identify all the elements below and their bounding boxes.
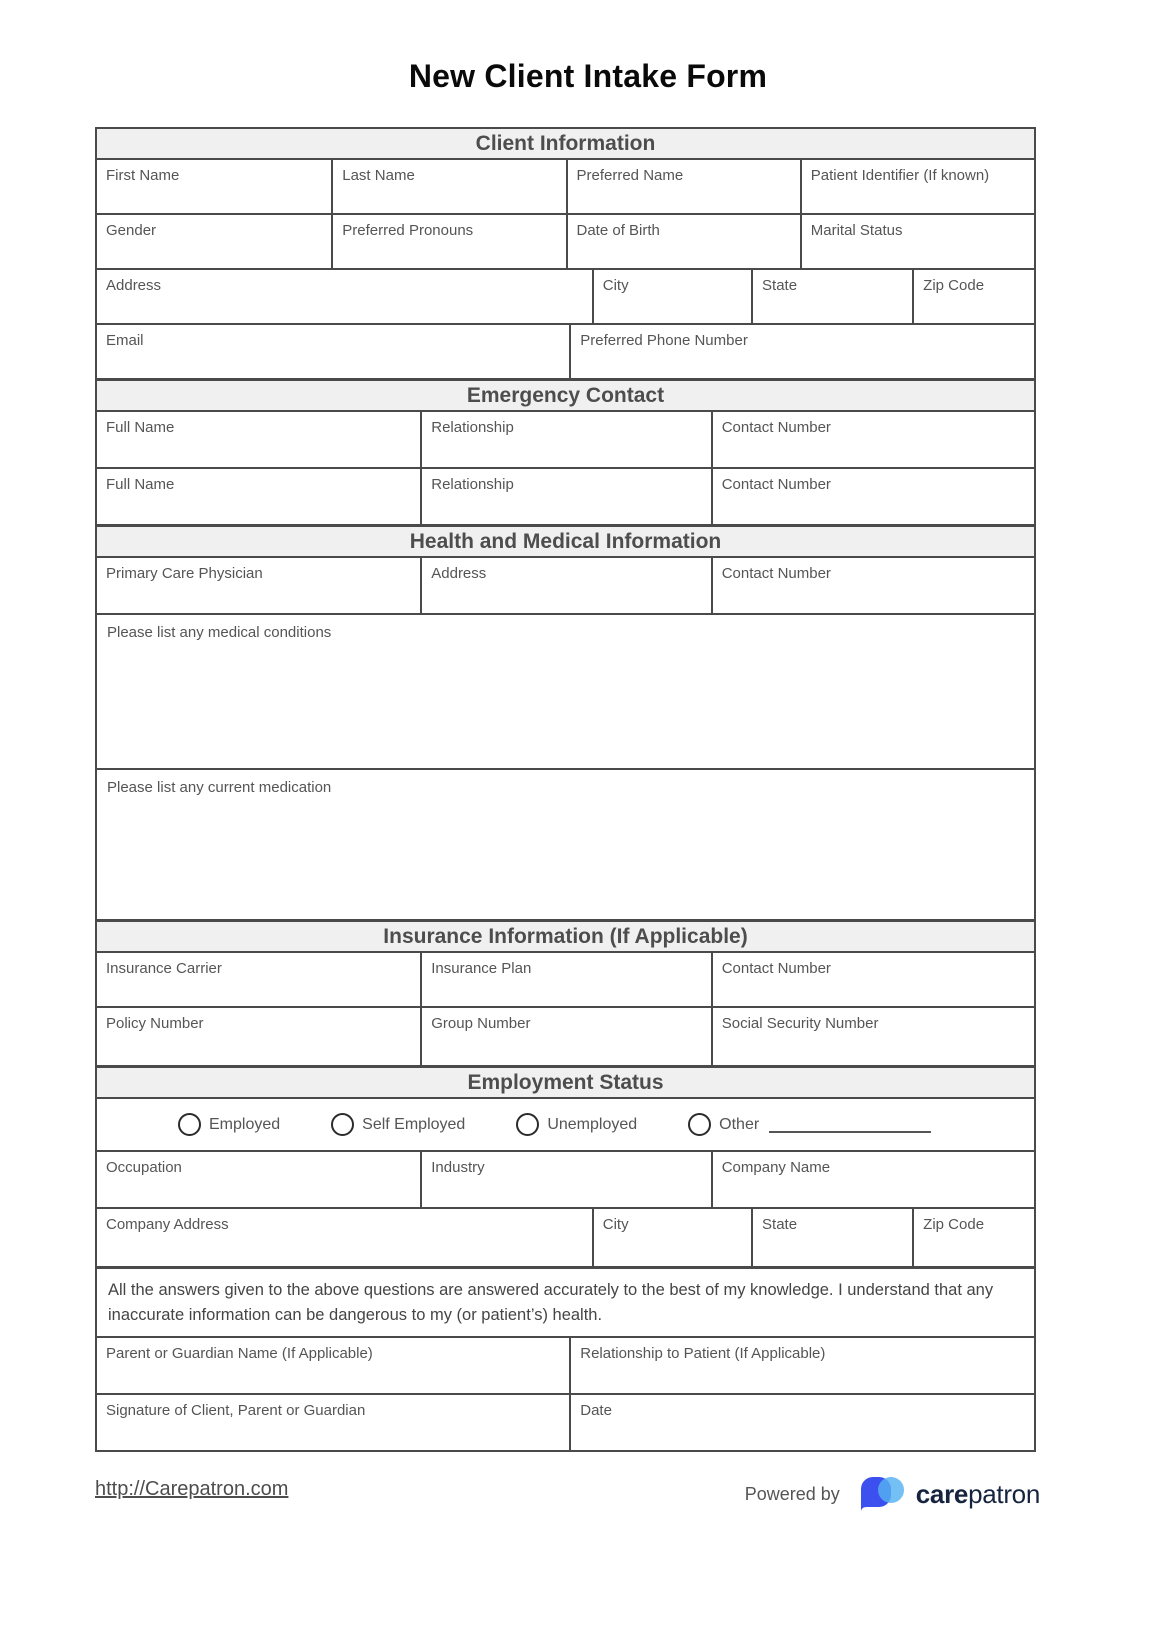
field-preferred-phone-label: Preferred Phone Number bbox=[580, 332, 748, 349]
field-physician-address[interactable] bbox=[420, 558, 710, 613]
field-medical-conditions-label: Please list any medical conditions bbox=[107, 624, 332, 641]
signature-row bbox=[97, 1393, 1034, 1450]
field-relationship-to-patient-label: Relationship to Patient (If Applicable) bbox=[580, 1344, 826, 1362]
field-signature-label: Signature of Client, Parent or Guardian bbox=[106, 1401, 366, 1419]
field-date-of-birth-label: Date of Birth bbox=[576, 222, 660, 239]
field-occupation[interactable] bbox=[97, 1152, 420, 1207]
occupation-row bbox=[97, 1150, 1034, 1207]
employment-status-options bbox=[97, 1097, 1034, 1150]
field-insurance-contact-number-label: Contact Number bbox=[721, 960, 831, 977]
radio-self-employed-label: Self Employed bbox=[362, 1115, 466, 1133]
field-ec2-full-name[interactable] bbox=[97, 469, 420, 524]
field-company-address[interactable] bbox=[97, 1209, 592, 1266]
field-ec2-full-name-label: Full Name bbox=[106, 476, 175, 493]
field-zip-code-label: Zip Code bbox=[923, 277, 985, 294]
field-company-state[interactable] bbox=[751, 1209, 912, 1266]
field-company-address-label: Company Address bbox=[106, 1216, 229, 1233]
radio-employed-icon[interactable] bbox=[178, 1113, 201, 1136]
field-signature[interactable] bbox=[97, 1395, 569, 1450]
insurance-row-2 bbox=[97, 1006, 1034, 1065]
radio-option-unemployed[interactable] bbox=[516, 1113, 637, 1136]
field-preferred-name[interactable] bbox=[566, 160, 800, 213]
field-insurance-plan-label: Insurance Plan bbox=[431, 960, 532, 977]
field-insurance-carrier[interactable] bbox=[97, 953, 420, 1006]
field-social-security-number[interactable] bbox=[711, 1008, 1034, 1065]
carepatron-link[interactable]: http://Carepatron.com bbox=[95, 1478, 289, 1500]
field-insurance-contact-number[interactable] bbox=[711, 953, 1034, 1006]
field-patient-identifier-label: Patient Identifier (If known) bbox=[810, 167, 990, 184]
field-marital-status[interactable] bbox=[800, 215, 1034, 268]
guardian-row bbox=[97, 1336, 1034, 1393]
field-address-label: Address bbox=[106, 277, 162, 294]
field-last-name[interactable] bbox=[331, 160, 565, 213]
insurance-row-1 bbox=[97, 951, 1034, 1006]
powered-by-label: Powered by bbox=[744, 1483, 840, 1504]
field-preferred-phone[interactable] bbox=[569, 325, 1034, 378]
carepatron-logo-icon bbox=[855, 1473, 907, 1515]
field-city-label: City bbox=[602, 277, 629, 294]
field-state[interactable] bbox=[751, 270, 912, 323]
radio-employed-label: Employed bbox=[209, 1115, 281, 1133]
field-company-name[interactable] bbox=[711, 1152, 1034, 1207]
field-social-security-number-label: Social Security Number bbox=[721, 1015, 879, 1032]
field-city[interactable] bbox=[592, 270, 751, 323]
field-first-name-label: First Name bbox=[106, 167, 180, 184]
page-title: New Client Intake Form bbox=[408, 58, 768, 94]
field-ec1-relationship[interactable] bbox=[420, 412, 710, 467]
field-parent-guardian-name[interactable] bbox=[97, 1338, 569, 1393]
field-gender[interactable] bbox=[97, 215, 331, 268]
field-email[interactable] bbox=[97, 325, 569, 378]
field-current-medication-label: Please list any current medication bbox=[107, 779, 332, 796]
section-header-employment-status: Employment Status bbox=[97, 1065, 1034, 1097]
field-company-zip-code-label: Zip Code bbox=[923, 1216, 985, 1233]
radio-other-label: Other bbox=[719, 1115, 760, 1133]
field-ec2-relationship[interactable] bbox=[420, 469, 710, 524]
field-group-number-label: Group Number bbox=[431, 1015, 531, 1032]
field-date[interactable] bbox=[569, 1395, 1034, 1450]
field-last-name-label: Last Name bbox=[342, 167, 415, 184]
field-physician-address-label: Address bbox=[431, 565, 487, 582]
field-medical-conditions[interactable] bbox=[97, 613, 1034, 768]
field-company-name-label: Company Name bbox=[721, 1159, 831, 1176]
radio-self-employed-icon[interactable] bbox=[331, 1113, 354, 1136]
field-company-zip-code[interactable] bbox=[912, 1209, 1034, 1266]
field-physician-contact-number[interactable] bbox=[711, 558, 1034, 613]
field-ec2-relationship-label: Relationship bbox=[431, 476, 514, 493]
field-address[interactable] bbox=[97, 270, 592, 323]
powered-by-block bbox=[745, 1472, 1040, 1516]
field-primary-care-physician-label: Primary Care Physician bbox=[106, 565, 263, 582]
field-physician-contact-number-label: Contact Number bbox=[721, 565, 831, 582]
emergency-contact-row-1 bbox=[97, 410, 1034, 467]
field-gender-label: Gender bbox=[106, 222, 157, 239]
wordmark-patron: patron bbox=[968, 1478, 1040, 1509]
field-patient-identifier[interactable] bbox=[800, 160, 1034, 213]
field-ec1-full-name-label: Full Name bbox=[106, 419, 175, 436]
other-write-in-line[interactable] bbox=[769, 1116, 931, 1133]
field-current-medication[interactable] bbox=[97, 768, 1034, 919]
field-insurance-carrier-label: Insurance Carrier bbox=[106, 960, 222, 977]
radio-option-employed[interactable] bbox=[178, 1113, 280, 1136]
field-preferred-name-label: Preferred Name bbox=[576, 167, 684, 184]
carepatron-wordmark bbox=[916, 1479, 1040, 1510]
field-preferred-pronouns-label: Preferred Pronouns bbox=[342, 222, 474, 239]
field-ec1-full-name[interactable] bbox=[97, 412, 420, 467]
field-email-label: Email bbox=[106, 332, 144, 349]
radio-option-self-employed[interactable] bbox=[331, 1113, 465, 1136]
field-industry[interactable] bbox=[420, 1152, 710, 1207]
section-header-insurance: Insurance Information (If Applicable) bbox=[97, 919, 1034, 951]
field-ec2-contact-number-label: Contact Number bbox=[721, 476, 831, 493]
client-demographics-row bbox=[97, 213, 1034, 268]
field-primary-care-physician[interactable] bbox=[97, 558, 420, 613]
client-address-row bbox=[97, 268, 1034, 323]
field-company-city[interactable] bbox=[592, 1209, 751, 1266]
wordmark-care: care bbox=[915, 1478, 969, 1509]
field-policy-number[interactable] bbox=[97, 1008, 420, 1065]
radio-other-icon[interactable] bbox=[688, 1113, 711, 1136]
field-first-name[interactable] bbox=[97, 160, 331, 213]
field-insurance-plan[interactable] bbox=[420, 953, 710, 1006]
field-parent-guardian-name-label: Parent or Guardian Name (If Applicable) bbox=[106, 1344, 373, 1362]
field-state-label: State bbox=[762, 277, 798, 294]
physician-row bbox=[97, 556, 1034, 613]
client-name-row bbox=[97, 158, 1034, 213]
field-date-label: Date bbox=[580, 1401, 612, 1419]
field-company-state-label: State bbox=[762, 1216, 798, 1233]
field-ec2-contact-number[interactable] bbox=[711, 469, 1034, 524]
field-zip-code[interactable] bbox=[912, 270, 1034, 323]
field-relationship-to-patient[interactable] bbox=[569, 1338, 1034, 1393]
field-group-number[interactable] bbox=[420, 1008, 710, 1065]
field-ec1-contact-number[interactable] bbox=[711, 412, 1034, 467]
field-preferred-pronouns[interactable] bbox=[331, 215, 565, 268]
section-header-emergency-contact: Emergency Contact bbox=[97, 378, 1034, 410]
radio-unemployed-label: Unemployed bbox=[547, 1115, 638, 1133]
declaration-statement-text: All the answers given to the above questions are answered accurately to the best of my knowledge. I understand that any inaccurate information can be dangerous to my (or patient’s) health. bbox=[108, 1281, 994, 1324]
field-industry-label: Industry bbox=[431, 1159, 485, 1176]
emergency-contact-row-2 bbox=[97, 467, 1034, 524]
client-contact-row bbox=[97, 323, 1034, 378]
field-occupation-label: Occupation bbox=[106, 1159, 182, 1176]
company-address-row bbox=[97, 1207, 1034, 1266]
section-header-health-medical: Health and Medical Information bbox=[97, 524, 1034, 556]
field-ec1-contact-number-label: Contact Number bbox=[721, 419, 831, 436]
section-header-client-information: Client Information bbox=[97, 129, 1034, 158]
declaration-statement bbox=[97, 1266, 1034, 1336]
field-company-city-label: City bbox=[602, 1216, 629, 1233]
field-policy-number-label: Policy Number bbox=[106, 1015, 204, 1032]
radio-option-other[interactable] bbox=[688, 1113, 931, 1136]
field-marital-status-label: Marital Status bbox=[810, 222, 903, 239]
field-date-of-birth[interactable] bbox=[566, 215, 800, 268]
radio-unemployed-icon[interactable] bbox=[516, 1113, 539, 1136]
field-ec1-relationship-label: Relationship bbox=[431, 419, 514, 436]
intake-form-table bbox=[95, 127, 1036, 1452]
